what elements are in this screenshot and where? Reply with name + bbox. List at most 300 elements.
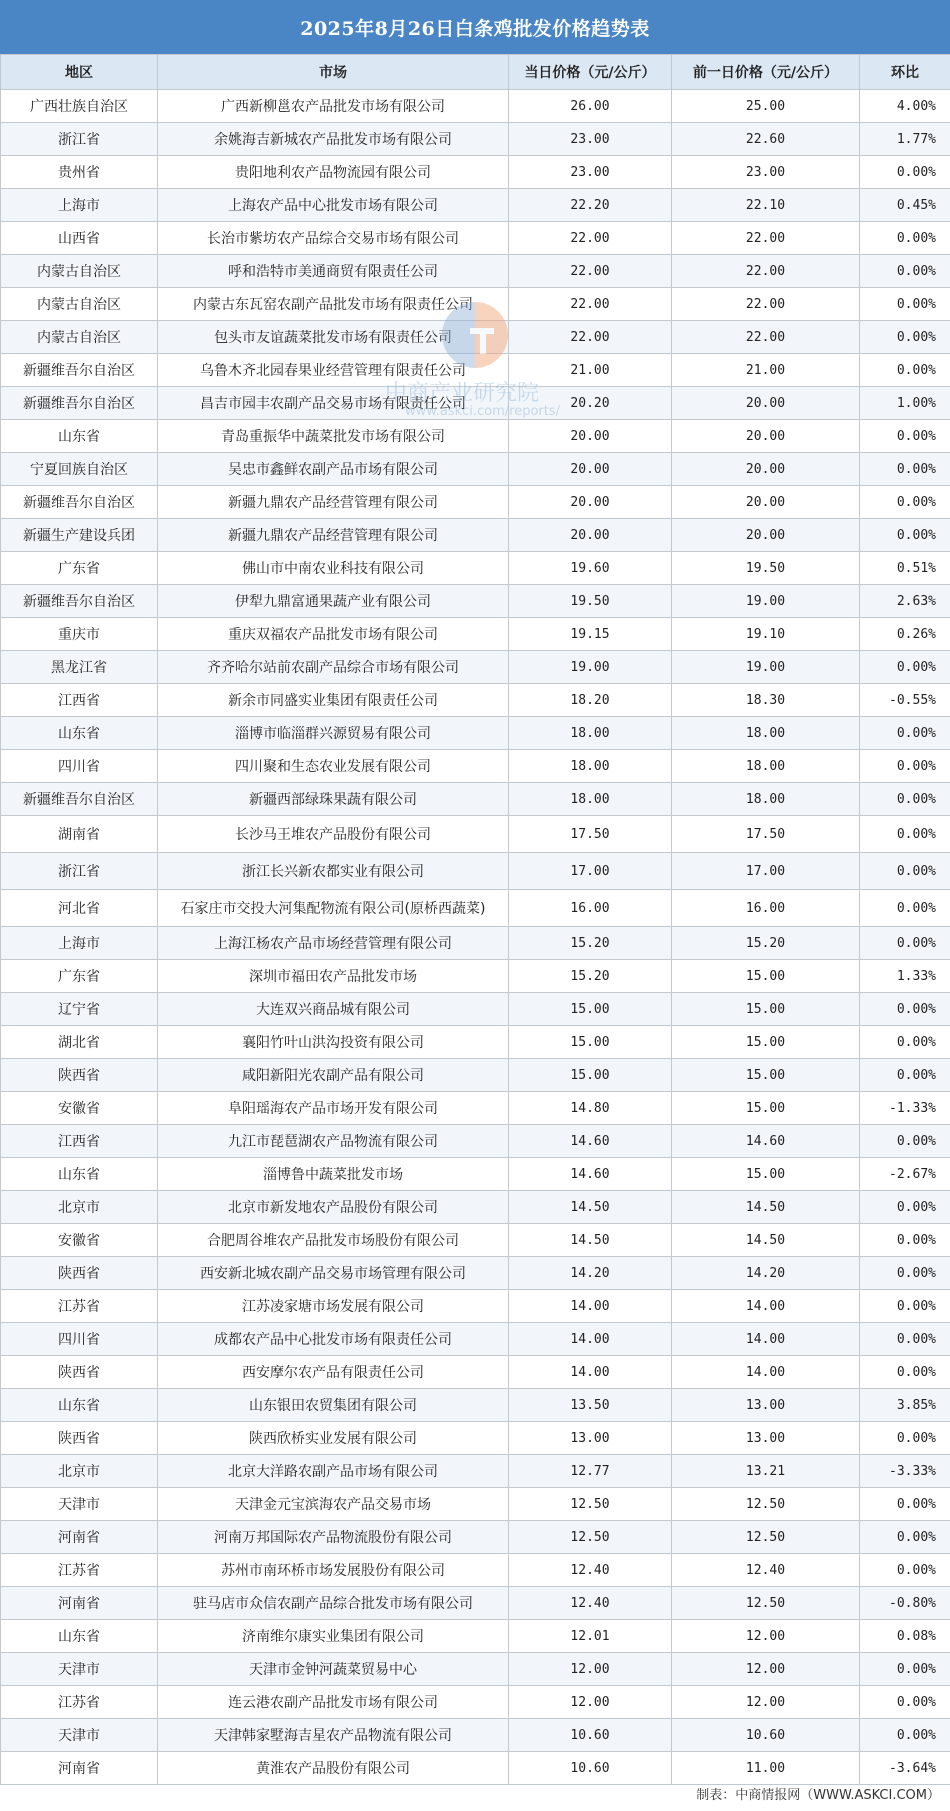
cell-prev-price: 18.00 bbox=[672, 750, 860, 783]
cell-region: 湖北省 bbox=[1, 1026, 158, 1059]
table-row bbox=[1, 1653, 950, 1686]
cell-market: 重庆双福农产品批发市场有限公司 bbox=[158, 618, 509, 651]
cell-today-price: 15.20 bbox=[509, 927, 672, 960]
cell-change: 0.00% bbox=[860, 651, 950, 684]
table-row bbox=[1, 651, 950, 684]
cell-region: 内蒙古自治区 bbox=[1, 288, 158, 321]
cell-today-price: 26.00 bbox=[509, 90, 672, 123]
cell-today-price: 20.20 bbox=[509, 387, 672, 420]
cell-region: 天津市 bbox=[1, 1653, 158, 1686]
cell-region: 辽宁省 bbox=[1, 993, 158, 1026]
cell-prev-price: 22.00 bbox=[672, 255, 860, 288]
cell-prev-price: 15.00 bbox=[672, 1158, 860, 1191]
cell-region: 新疆维吾尔自治区 bbox=[1, 585, 158, 618]
cell-change: 0.00% bbox=[860, 519, 950, 552]
cell-market: 长沙马王堆农产品股份有限公司 bbox=[158, 816, 509, 853]
cell-market: 上海江杨农产品市场经营管理有限公司 bbox=[158, 927, 509, 960]
table-row bbox=[1, 387, 950, 420]
cell-today-price: 21.00 bbox=[509, 354, 672, 387]
cell-prev-price: 18.30 bbox=[672, 684, 860, 717]
table-row bbox=[1, 960, 950, 993]
cell-market: 大连双兴商品城有限公司 bbox=[158, 993, 509, 1026]
cell-today-price: 19.60 bbox=[509, 552, 672, 585]
cell-change: -0.55% bbox=[860, 684, 950, 717]
cell-today-price: 12.00 bbox=[509, 1653, 672, 1686]
cell-market: 北京大洋路农副产品市场有限公司 bbox=[158, 1455, 509, 1488]
cell-market: 河南万邦国际农产品物流股份有限公司 bbox=[158, 1521, 509, 1554]
cell-region: 江西省 bbox=[1, 1125, 158, 1158]
cell-region: 江苏省 bbox=[1, 1686, 158, 1719]
table-row bbox=[1, 90, 950, 123]
cell-today-price: 12.40 bbox=[509, 1554, 672, 1587]
cell-change: 0.00% bbox=[860, 354, 950, 387]
cell-market: 长治市紫坊农产品综合交易市场有限公司 bbox=[158, 222, 509, 255]
cell-change: 0.00% bbox=[860, 288, 950, 321]
cell-region: 浙江省 bbox=[1, 853, 158, 890]
cell-today-price: 19.15 bbox=[509, 618, 672, 651]
cell-today-price: 19.50 bbox=[509, 585, 672, 618]
cell-market: 新疆九鼎农产品经营管理有限公司 bbox=[158, 486, 509, 519]
page-title: 2025年8月26日白条鸡批发价格趋势表 bbox=[0, 0, 950, 54]
cell-change: 0.00% bbox=[860, 1686, 950, 1719]
cell-market: 吴忠市鑫鲜农副产品市场有限公司 bbox=[158, 453, 509, 486]
cell-prev-price: 19.50 bbox=[672, 552, 860, 585]
table-row bbox=[1, 123, 950, 156]
cell-today-price: 19.00 bbox=[509, 651, 672, 684]
cell-market: 黄淮农产品股份有限公司 bbox=[158, 1752, 509, 1785]
cell-prev-price: 12.00 bbox=[672, 1686, 860, 1719]
cell-change: 0.00% bbox=[860, 993, 950, 1026]
table-row bbox=[1, 255, 950, 288]
cell-market: 山东银田农贸集团有限公司 bbox=[158, 1389, 509, 1422]
cell-change: 0.00% bbox=[860, 816, 950, 853]
cell-market: 陕西欣桥实业发展有限公司 bbox=[158, 1422, 509, 1455]
cell-today-price: 14.00 bbox=[509, 1356, 672, 1389]
cell-today-price: 10.60 bbox=[509, 1719, 672, 1752]
cell-prev-price: 18.00 bbox=[672, 717, 860, 750]
cell-change: 1.77% bbox=[860, 123, 950, 156]
cell-region: 陕西省 bbox=[1, 1422, 158, 1455]
cell-region: 广东省 bbox=[1, 960, 158, 993]
cell-region: 河南省 bbox=[1, 1521, 158, 1554]
table-row bbox=[1, 288, 950, 321]
cell-prev-price: 12.00 bbox=[672, 1653, 860, 1686]
cell-today-price: 12.00 bbox=[509, 1686, 672, 1719]
cell-region: 山东省 bbox=[1, 1389, 158, 1422]
cell-market: 苏州市南环桥市场发展股份有限公司 bbox=[158, 1554, 509, 1587]
cell-today-price: 13.50 bbox=[509, 1389, 672, 1422]
cell-today-price: 14.80 bbox=[509, 1092, 672, 1125]
cell-prev-price: 16.00 bbox=[672, 890, 860, 927]
cell-region: 四川省 bbox=[1, 1323, 158, 1356]
cell-change: 4.00% bbox=[860, 90, 950, 123]
cell-change: 0.00% bbox=[860, 255, 950, 288]
cell-market: 西安新北城农副产品交易市场管理有限公司 bbox=[158, 1257, 509, 1290]
cell-today-price: 23.00 bbox=[509, 156, 672, 189]
watermark-url: www.askci.com/reports/ bbox=[405, 404, 560, 419]
table-row bbox=[1, 890, 950, 927]
cell-market: 新余市同盛实业集团有限责任公司 bbox=[158, 684, 509, 717]
cell-today-price: 14.60 bbox=[509, 1158, 672, 1191]
table-row bbox=[1, 420, 950, 453]
cell-prev-price: 10.60 bbox=[672, 1719, 860, 1752]
cell-market: 昌吉市园丰农副产品交易市场有限责任公司 bbox=[158, 387, 509, 420]
cell-prev-price: 14.60 bbox=[672, 1125, 860, 1158]
table-row bbox=[1, 189, 950, 222]
cell-today-price: 18.20 bbox=[509, 684, 672, 717]
cell-change: 0.00% bbox=[860, 486, 950, 519]
table-row bbox=[1, 519, 950, 552]
cell-today-price: 20.00 bbox=[509, 486, 672, 519]
cell-market: 四川聚和生态农业发展有限公司 bbox=[158, 750, 509, 783]
cell-change: 0.00% bbox=[860, 1488, 950, 1521]
cell-change: 2.63% bbox=[860, 585, 950, 618]
cell-prev-price: 17.50 bbox=[672, 816, 860, 853]
table-row bbox=[1, 816, 950, 853]
cell-prev-price: 18.00 bbox=[672, 783, 860, 816]
cell-market: 江苏凌家塘市场发展有限公司 bbox=[158, 1290, 509, 1323]
cell-market: 济南维尔康实业集团有限公司 bbox=[158, 1620, 509, 1653]
cell-prev-price: 12.00 bbox=[672, 1620, 860, 1653]
cell-prev-price: 12.50 bbox=[672, 1587, 860, 1620]
cell-change: -2.67% bbox=[860, 1158, 950, 1191]
table-row bbox=[1, 618, 950, 651]
cell-market: 连云港农副产品批发市场有限公司 bbox=[158, 1686, 509, 1719]
cell-prev-price: 22.00 bbox=[672, 222, 860, 255]
table-row bbox=[1, 453, 950, 486]
table-row bbox=[1, 1323, 950, 1356]
cell-region: 内蒙古自治区 bbox=[1, 321, 158, 354]
cell-today-price: 14.50 bbox=[509, 1191, 672, 1224]
cell-region: 安徽省 bbox=[1, 1092, 158, 1125]
header-region: 地区 bbox=[1, 55, 158, 90]
cell-change: -3.33% bbox=[860, 1455, 950, 1488]
price-table bbox=[0, 54, 950, 1785]
cell-today-price: 12.77 bbox=[509, 1455, 672, 1488]
cell-change: 0.00% bbox=[860, 222, 950, 255]
cell-market: 伊犁九鼎富通果蔬产业有限公司 bbox=[158, 585, 509, 618]
cell-today-price: 16.00 bbox=[509, 890, 672, 927]
cell-prev-price: 12.40 bbox=[672, 1554, 860, 1587]
table-row bbox=[1, 585, 950, 618]
table-row bbox=[1, 717, 950, 750]
cell-market: 包头市友谊蔬菜批发市场有限责任公司 bbox=[158, 321, 509, 354]
cell-prev-price: 19.10 bbox=[672, 618, 860, 651]
cell-market: 阜阳瑶海农产品市场开发有限公司 bbox=[158, 1092, 509, 1125]
cell-change: 0.51% bbox=[860, 552, 950, 585]
cell-region: 贵州省 bbox=[1, 156, 158, 189]
cell-region: 上海市 bbox=[1, 189, 158, 222]
cell-region: 江西省 bbox=[1, 684, 158, 717]
cell-today-price: 14.00 bbox=[509, 1323, 672, 1356]
cell-market: 石家庄市交投大河集配物流有限公司(原桥西蔬菜) bbox=[158, 890, 509, 927]
cell-region: 安徽省 bbox=[1, 1224, 158, 1257]
cell-region: 宁夏回族自治区 bbox=[1, 453, 158, 486]
cell-region: 新疆维吾尔自治区 bbox=[1, 783, 158, 816]
table-row bbox=[1, 1521, 950, 1554]
cell-market: 乌鲁木齐北园春果业经营管理有限责任公司 bbox=[158, 354, 509, 387]
cell-market: 西安摩尔农产品有限责任公司 bbox=[158, 1356, 509, 1389]
cell-today-price: 18.00 bbox=[509, 717, 672, 750]
cell-today-price: 15.00 bbox=[509, 993, 672, 1026]
table-body bbox=[1, 90, 950, 1785]
cell-today-price: 23.00 bbox=[509, 123, 672, 156]
cell-market: 佛山市中南农业科技有限公司 bbox=[158, 552, 509, 585]
cell-region: 北京市 bbox=[1, 1455, 158, 1488]
cell-prev-price: 22.10 bbox=[672, 189, 860, 222]
table-row bbox=[1, 486, 950, 519]
cell-prev-price: 14.00 bbox=[672, 1356, 860, 1389]
cell-today-price: 18.00 bbox=[509, 750, 672, 783]
cell-market: 淄博鲁中蔬菜批发市场 bbox=[158, 1158, 509, 1191]
cell-prev-price: 15.20 bbox=[672, 927, 860, 960]
table-row bbox=[1, 1620, 950, 1653]
cell-region: 江苏省 bbox=[1, 1290, 158, 1323]
table-row bbox=[1, 321, 950, 354]
cell-market: 上海农产品中心批发市场有限公司 bbox=[158, 189, 509, 222]
cell-change: 0.45% bbox=[860, 189, 950, 222]
cell-prev-price: 13.00 bbox=[672, 1389, 860, 1422]
cell-region: 天津市 bbox=[1, 1488, 158, 1521]
cell-change: 0.00% bbox=[860, 453, 950, 486]
cell-market: 淄博市临淄群兴源贸易有限公司 bbox=[158, 717, 509, 750]
table-row bbox=[1, 1686, 950, 1719]
cell-change: 0.00% bbox=[860, 1257, 950, 1290]
table-row bbox=[1, 1719, 950, 1752]
cell-prev-price: 22.00 bbox=[672, 288, 860, 321]
table-row bbox=[1, 927, 950, 960]
cell-today-price: 15.20 bbox=[509, 960, 672, 993]
table-row bbox=[1, 1158, 950, 1191]
cell-market: 新疆九鼎农产品经营管理有限公司 bbox=[158, 519, 509, 552]
table-row bbox=[1, 1389, 950, 1422]
table-row bbox=[1, 222, 950, 255]
cell-change: 0.00% bbox=[860, 1059, 950, 1092]
cell-market: 深圳市福田农产品批发市场 bbox=[158, 960, 509, 993]
cell-market: 齐齐哈尔站前农副产品综合市场有限公司 bbox=[158, 651, 509, 684]
table-row bbox=[1, 552, 950, 585]
table-row bbox=[1, 1224, 950, 1257]
cell-region: 新疆维吾尔自治区 bbox=[1, 387, 158, 420]
cell-market: 襄阳竹叶山洪沟投资有限公司 bbox=[158, 1026, 509, 1059]
cell-change: 0.00% bbox=[860, 1026, 950, 1059]
cell-region: 山东省 bbox=[1, 1620, 158, 1653]
cell-change: 3.85% bbox=[860, 1389, 950, 1422]
cell-prev-price: 20.00 bbox=[672, 387, 860, 420]
cell-prev-price: 15.00 bbox=[672, 1092, 860, 1125]
cell-region: 山东省 bbox=[1, 420, 158, 453]
cell-prev-price: 22.60 bbox=[672, 123, 860, 156]
cell-change: 0.00% bbox=[860, 717, 950, 750]
table-row bbox=[1, 1191, 950, 1224]
header-prev-price: 前一日价格（元/公斤） bbox=[672, 55, 860, 90]
table-row bbox=[1, 1554, 950, 1587]
cell-change: -3.64% bbox=[860, 1752, 950, 1785]
watermark-text: 中商产业研究院 bbox=[385, 381, 540, 406]
table-row bbox=[1, 1059, 950, 1092]
cell-market: 九江市琵琶湖农产品物流有限公司 bbox=[158, 1125, 509, 1158]
cell-market: 浙江长兴新农都实业有限公司 bbox=[158, 853, 509, 890]
header-market: 市场 bbox=[158, 55, 509, 90]
cell-region: 广西壮族自治区 bbox=[1, 90, 158, 123]
cell-prev-price: 21.00 bbox=[672, 354, 860, 387]
cell-prev-price: 20.00 bbox=[672, 486, 860, 519]
cell-change: 0.26% bbox=[860, 618, 950, 651]
cell-change: 0.00% bbox=[860, 1521, 950, 1554]
table-row bbox=[1, 1125, 950, 1158]
cell-prev-price: 19.00 bbox=[672, 585, 860, 618]
table-row bbox=[1, 156, 950, 189]
cell-change: 0.00% bbox=[860, 420, 950, 453]
cell-prev-price: 14.00 bbox=[672, 1290, 860, 1323]
cell-today-price: 14.20 bbox=[509, 1257, 672, 1290]
cell-region: 新疆维吾尔自治区 bbox=[1, 354, 158, 387]
cell-region: 广东省 bbox=[1, 552, 158, 585]
cell-today-price: 13.00 bbox=[509, 1422, 672, 1455]
cell-market: 新疆西部绿珠果蔬有限公司 bbox=[158, 783, 509, 816]
cell-region: 黑龙江省 bbox=[1, 651, 158, 684]
cell-market: 呼和浩特市美通商贸有限责任公司 bbox=[158, 255, 509, 288]
cell-region: 河北省 bbox=[1, 890, 158, 927]
cell-change: 0.00% bbox=[860, 927, 950, 960]
cell-market: 天津市金钟河蔬菜贸易中心 bbox=[158, 1653, 509, 1686]
cell-prev-price: 15.00 bbox=[672, 960, 860, 993]
cell-change: 0.00% bbox=[860, 1224, 950, 1257]
cell-market: 北京市新发地农产品股份有限公司 bbox=[158, 1191, 509, 1224]
cell-today-price: 22.00 bbox=[509, 222, 672, 255]
cell-region: 新疆维吾尔自治区 bbox=[1, 486, 158, 519]
table-row bbox=[1, 1257, 950, 1290]
cell-change: 0.00% bbox=[860, 1554, 950, 1587]
cell-prev-price: 19.00 bbox=[672, 651, 860, 684]
cell-region: 上海市 bbox=[1, 927, 158, 960]
cell-change: 0.00% bbox=[860, 1191, 950, 1224]
cell-change: 0.00% bbox=[860, 156, 950, 189]
cell-today-price: 10.60 bbox=[509, 1752, 672, 1785]
cell-prev-price: 25.00 bbox=[672, 90, 860, 123]
footer-credit: 制表：中商情报网（WWW.ASKCI.COM） bbox=[696, 1787, 940, 1803]
cell-today-price: 14.60 bbox=[509, 1125, 672, 1158]
cell-region: 陕西省 bbox=[1, 1356, 158, 1389]
cell-change: 0.00% bbox=[860, 321, 950, 354]
cell-prev-price: 13.21 bbox=[672, 1455, 860, 1488]
cell-today-price: 20.00 bbox=[509, 519, 672, 552]
cell-market: 天津金元宝滨海农产品交易市场 bbox=[158, 1488, 509, 1521]
cell-prev-price: 20.00 bbox=[672, 519, 860, 552]
cell-change: 0.00% bbox=[860, 1653, 950, 1686]
cell-market: 贵阳地利农产品物流园有限公司 bbox=[158, 156, 509, 189]
table-row bbox=[1, 1488, 950, 1521]
cell-region: 湖南省 bbox=[1, 816, 158, 853]
table-row bbox=[1, 684, 950, 717]
cell-change: 0.08% bbox=[860, 1620, 950, 1653]
cell-region: 山西省 bbox=[1, 222, 158, 255]
cell-region: 山东省 bbox=[1, 1158, 158, 1191]
cell-change: 1.33% bbox=[860, 960, 950, 993]
cell-prev-price: 23.00 bbox=[672, 156, 860, 189]
cell-region: 山东省 bbox=[1, 717, 158, 750]
table-row bbox=[1, 1587, 950, 1620]
cell-market: 天津韩家墅海吉星农产品物流有限公司 bbox=[158, 1719, 509, 1752]
cell-prev-price: 22.00 bbox=[672, 321, 860, 354]
cell-prev-price: 14.50 bbox=[672, 1191, 860, 1224]
cell-change: 0.00% bbox=[860, 1422, 950, 1455]
table-row bbox=[1, 993, 950, 1026]
cell-market: 内蒙古东瓦窑农副产品批发市场有限责任公司 bbox=[158, 288, 509, 321]
cell-prev-price: 20.00 bbox=[672, 453, 860, 486]
cell-prev-price: 13.00 bbox=[672, 1422, 860, 1455]
cell-today-price: 15.00 bbox=[509, 1026, 672, 1059]
table-row bbox=[1, 1092, 950, 1125]
table-row bbox=[1, 354, 950, 387]
table-row bbox=[1, 1356, 950, 1389]
cell-today-price: 12.40 bbox=[509, 1587, 672, 1620]
header-change: 环比 bbox=[860, 55, 950, 90]
cell-prev-price: 15.00 bbox=[672, 1026, 860, 1059]
cell-prev-price: 14.00 bbox=[672, 1323, 860, 1356]
cell-region: 北京市 bbox=[1, 1191, 158, 1224]
cell-region: 陕西省 bbox=[1, 1059, 158, 1092]
cell-change: 0.00% bbox=[860, 1719, 950, 1752]
cell-change: 0.00% bbox=[860, 750, 950, 783]
cell-change: 0.00% bbox=[860, 853, 950, 890]
cell-today-price: 18.00 bbox=[509, 783, 672, 816]
cell-today-price: 22.00 bbox=[509, 321, 672, 354]
cell-change: 0.00% bbox=[860, 1323, 950, 1356]
cell-market: 成都农产品中心批发市场有限责任公司 bbox=[158, 1323, 509, 1356]
cell-prev-price: 12.50 bbox=[672, 1488, 860, 1521]
cell-prev-price: 17.00 bbox=[672, 853, 860, 890]
cell-today-price: 17.00 bbox=[509, 853, 672, 890]
cell-prev-price: 20.00 bbox=[672, 420, 860, 453]
cell-today-price: 20.00 bbox=[509, 420, 672, 453]
cell-change: 0.00% bbox=[860, 783, 950, 816]
cell-change: 0.00% bbox=[860, 1290, 950, 1323]
cell-prev-price: 14.50 bbox=[672, 1224, 860, 1257]
cell-region: 河南省 bbox=[1, 1587, 158, 1620]
cell-market: 余姚海吉新城农产品批发市场有限公司 bbox=[158, 123, 509, 156]
table-header-row bbox=[1, 55, 950, 90]
cell-region: 四川省 bbox=[1, 750, 158, 783]
cell-market: 青岛重振华中蔬菜批发市场有限公司 bbox=[158, 420, 509, 453]
cell-region: 陕西省 bbox=[1, 1257, 158, 1290]
table-row bbox=[1, 853, 950, 890]
cell-today-price: 15.00 bbox=[509, 1059, 672, 1092]
cell-change: -0.80% bbox=[860, 1587, 950, 1620]
table-row bbox=[1, 783, 950, 816]
cell-change: 0.00% bbox=[860, 1356, 950, 1389]
cell-change: -1.33% bbox=[860, 1092, 950, 1125]
cell-market: 广西新柳邕农产品批发市场有限公司 bbox=[158, 90, 509, 123]
cell-market: 合肥周谷堆农产品批发市场股份有限公司 bbox=[158, 1224, 509, 1257]
cell-market: 咸阳新阳光农副产品有限公司 bbox=[158, 1059, 509, 1092]
cell-change: 1.00% bbox=[860, 387, 950, 420]
cell-today-price: 14.50 bbox=[509, 1224, 672, 1257]
cell-region: 新疆生产建设兵团 bbox=[1, 519, 158, 552]
cell-region: 重庆市 bbox=[1, 618, 158, 651]
cell-today-price: 22.00 bbox=[509, 288, 672, 321]
cell-today-price: 12.50 bbox=[509, 1521, 672, 1554]
cell-prev-price: 14.20 bbox=[672, 1257, 860, 1290]
table-row bbox=[1, 1422, 950, 1455]
cell-change: 0.00% bbox=[860, 890, 950, 927]
cell-today-price: 12.01 bbox=[509, 1620, 672, 1653]
cell-region: 内蒙古自治区 bbox=[1, 255, 158, 288]
cell-change: 0.00% bbox=[860, 1125, 950, 1158]
cell-today-price: 22.00 bbox=[509, 255, 672, 288]
table-row bbox=[1, 750, 950, 783]
cell-today-price: 12.50 bbox=[509, 1488, 672, 1521]
